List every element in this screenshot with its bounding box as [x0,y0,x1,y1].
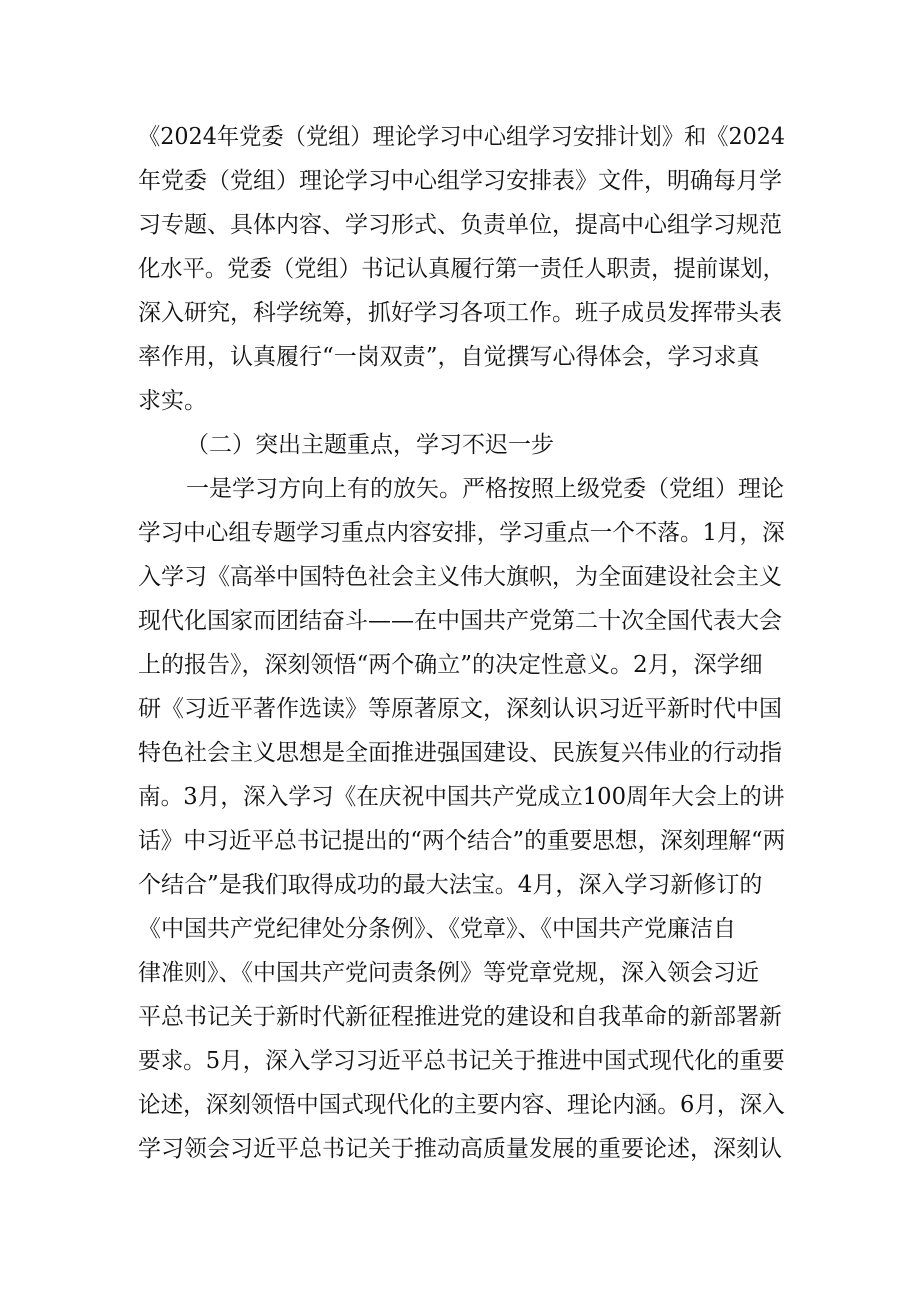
paragraph-line: 学习中心组专题学习重点内容安排，学习重点一个不落。1月，深 [138,520,785,546]
paragraph-line: 现代化国家而团结奋斗——在中国共产党第二十次全国代表大会 [138,608,782,634]
paragraph-line: 律准则》、《中国共产党问责条例》等党章党规，深入领会习近 [138,960,759,986]
paragraph-line: 话》中习近平总书记提出的“两个结合”的重要思想，深刻理解“两 [138,828,786,854]
paragraph-line: 习专题、具体内容、学习形式、负责单位，提高中心组学习规范 [138,212,782,238]
paragraph-line: 《中国共产党纪律处分条例》、《党章》、《中国共产党廉洁自 [138,916,736,942]
paragraph-line: 个结合”是我们取得成功的最大法宝。4月，深入学习新修订的 [138,872,763,898]
paragraph-line: 《2024年党委（党组）理论学习中心组学习安排计划》和《2024 [138,124,786,150]
paragraph-line: 深入研究，科学统筹，抓好学习各项工作。班子成员发挥带头表 [138,300,782,326]
paragraph-line: 年党委（党组）理论学习中心组学习安排表》文件，明确每月学 [138,168,782,194]
paragraph-line: 求实。 [138,388,207,414]
paragraph-line: 化水平。党委（党组）书记认真履行第一责任人职责，提前谋划， [138,256,785,282]
paragraph-line: 一是学习方向上有的放矢。严格按照上级党委（党组）理论 [186,476,784,502]
paragraph-line: 特色社会主义思想是全面推进强国建设、民族复兴伟业的行动指 [138,740,782,766]
paragraph-line: 研《习近平著作选读》等原著原文，深刻认识习近平新时代中国 [138,696,782,722]
paragraph-line: 入学习《高举中国特色社会主义伟大旗帜，为全面建设社会主义 [138,564,782,590]
paragraph-line: 论述，深刻领悟中国式现代化的主要内容、理论内涵。6月，深入 [138,1092,785,1118]
paragraph-line: 要求。5月，深入学习习近平总书记关于推进中国式现代化的重要 [138,1048,785,1074]
paragraph-line: 率作用，认真履行“一岗双责”，自觉撰写心得体会，学习求真 [138,344,760,370]
paragraph-line: 学习领会习近平总书记关于推动高质量发展的重要论述，深刻认 [138,1136,782,1162]
paragraph-line: 南。3月，深入学习《在庆祝中国共产党成立100周年大会上的讲 [138,784,785,810]
section-heading: （二）突出主题重点，学习不迟一步 [186,432,554,458]
paragraph-line: 上的报告》，深刻领悟“两个确立”的决定性意义。2月，深学细 [138,652,763,678]
paragraph-line: 平总书记关于新时代新征程推进党的建设和自我革命的新部署新 [138,1004,782,1030]
